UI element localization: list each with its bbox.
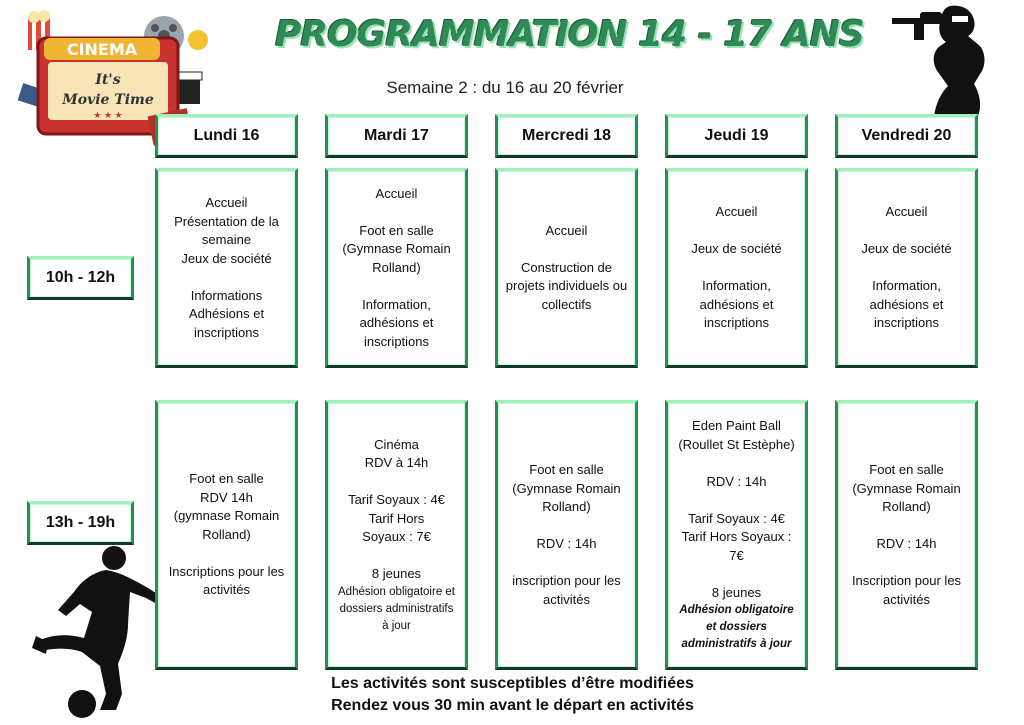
page-title: PROGRAMMATION 14 - 17 ANS	[275, 14, 864, 55]
svg-text:It's: It's	[95, 72, 121, 88]
day-header-vendredi: Vendredi 20	[835, 114, 978, 158]
cell-text: Cinéma RDV à 14h Tarif Soyaux : 4€ Tarif Hors Soyaux : 7€ 8 jeunes	[348, 436, 445, 581]
footer-line-1: Les activités sont susceptibles d’être modifiées	[331, 675, 694, 692]
morning-cell-jeudi	[665, 168, 808, 368]
cell-text: Accueil Jeux de société Information, adhésions et inscriptions	[691, 204, 782, 331]
svg-text:CINEMA: CINEMA	[66, 40, 138, 59]
day-header-mercredi: Mercredi 18	[495, 114, 638, 158]
cell-text: Foot en salle RDV 14h (gymnase Romain Rolland) Inscriptions pour les activités	[168, 471, 285, 598]
cell-text: Eden Paint Ball (Roullet St Estèphe) RDV : 14h Tarif Soyaux : 4€ Tarif Hors Soyaux : 7€ 8 jeunes	[678, 418, 795, 600]
cell-text: Accueil Présentation de la semaine Jeux de société Informations Adhésions et inscriptions	[174, 195, 279, 340]
morning-cell-mercredi	[495, 168, 638, 368]
cell-text: Accueil Foot en salle (Gymnase Romain Rolland) Information, adhésions et inscriptions	[342, 185, 451, 349]
cell-text: Foot en salle (Gymnase Romain Rolland) RDV : 14h Inscription pour les activités	[851, 462, 962, 607]
day-header-lundi: Lundi 16	[155, 114, 298, 158]
footer-line-2: Rendez vous 30 min avant le départ en activités	[331, 697, 694, 714]
day-header-mardi: Mardi 17	[325, 114, 468, 158]
cell-note: Adhésion obligatoire et dossiers administratifs à jour	[338, 585, 455, 632]
time-slot-morning: 10h - 12h	[27, 256, 134, 300]
time-slot-afternoon: 13h - 19h	[27, 501, 134, 545]
afternoon-cell-jeudi	[665, 400, 808, 670]
cell-text: Accueil Jeux de société Information, adhésions et inscriptions	[861, 204, 952, 331]
afternoon-cell-lundi	[155, 400, 298, 670]
morning-cell-vendredi	[835, 168, 978, 368]
afternoon-cell-mercredi	[495, 400, 638, 670]
svg-text:Movie Time: Movie Time	[62, 92, 154, 108]
afternoon-cell-vendredi	[835, 400, 978, 670]
morning-cell-lundi	[155, 168, 298, 368]
soccer-player-icon	[22, 544, 174, 720]
morning-cell-mardi	[325, 168, 468, 368]
svg-text:★ ★ ★: ★ ★ ★	[93, 110, 123, 120]
week-subtitle: Semaine 2 : du 16 au 20 février	[386, 78, 624, 97]
paintball-player-icon	[890, 2, 995, 118]
day-header-jeudi: Jeudi 19	[665, 114, 808, 158]
cell-text: Foot en salle (Gymnase Romain Rolland) RDV : 14h inscription pour les activités	[512, 462, 621, 607]
afternoon-cell-mardi	[325, 400, 468, 670]
cell-note: Adhésion obligatoire et dossiers administratifs à jour	[679, 604, 794, 650]
cell-text: Accueil Construction de projets individuels ou collectifs	[505, 222, 628, 312]
